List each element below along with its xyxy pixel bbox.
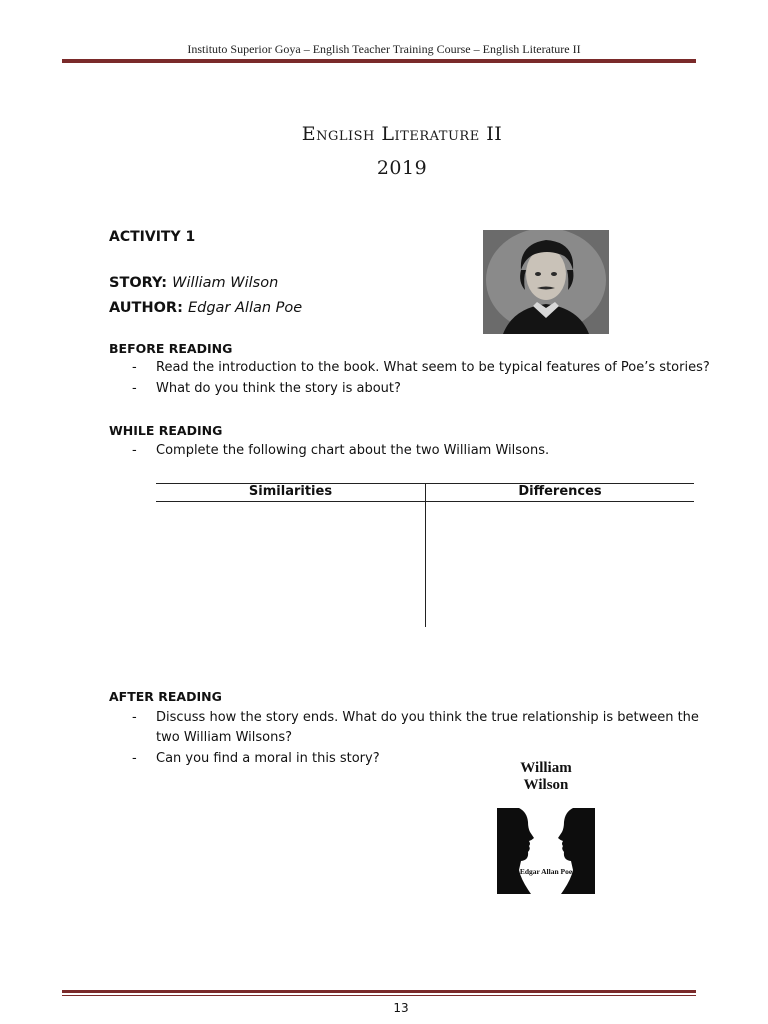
differences-cell[interactable] xyxy=(426,502,694,627)
cover-author: Edgar Allan Poe xyxy=(519,867,573,876)
running-header: Instituto Superior Goya – English Teacher Training Course – English Literature II xyxy=(187,42,581,56)
story-line xyxy=(109,272,278,291)
cover-title-line: William xyxy=(520,760,572,776)
story-label: STORY: xyxy=(109,275,168,291)
footer-rule xyxy=(62,990,696,993)
while-reading-heading: WHILE READING xyxy=(109,423,223,438)
page-number: 13 xyxy=(393,1001,409,1015)
header-rule xyxy=(62,59,696,63)
bullet-dash: - xyxy=(132,710,137,725)
story-value: William Wilson xyxy=(172,275,279,291)
bullet-dash: - xyxy=(132,360,137,375)
after-reading-item: Can you find a moral in this story? xyxy=(156,751,380,766)
while-reading-item: Complete the following chart about the two William Wilsons. xyxy=(156,443,550,458)
cover-title xyxy=(497,760,595,794)
table-header-similarities: Similarities xyxy=(248,484,333,499)
author-value: Edgar Allan Poe xyxy=(187,300,303,316)
before-reading-heading: BEFORE READING xyxy=(109,341,233,356)
before-reading-item: What do you think the story is about? xyxy=(156,381,401,396)
facing-profiles-illustration xyxy=(497,808,595,894)
bullet-dash: - xyxy=(132,443,137,458)
before-reading-item: Read the introduction to the book. What seem to be typical features of Poe’s stories? xyxy=(156,360,710,375)
after-reading-item-continued: two William Wilsons? xyxy=(156,730,293,745)
bullet-dash: - xyxy=(132,751,137,766)
table-header-differences: Differences xyxy=(518,484,602,499)
after-reading-heading: AFTER READING xyxy=(109,689,222,704)
portrait-illustration xyxy=(483,230,609,334)
after-reading-item: Discuss how the story ends. What do you think the true relationship is between the xyxy=(156,710,699,725)
book-cover xyxy=(497,754,595,894)
activity-label: ACTIVITY 1 xyxy=(109,229,196,245)
document-title: English Literature II xyxy=(301,123,503,145)
bullet-dash: - xyxy=(132,381,137,396)
author-portrait xyxy=(483,230,609,334)
author-label: AUTHOR: xyxy=(109,300,183,316)
footer-rule-thin xyxy=(62,995,696,996)
author-line xyxy=(109,297,302,316)
cover-title-line: Wilson xyxy=(523,777,569,793)
similarities-cell[interactable] xyxy=(156,502,425,627)
document-year: 2019 xyxy=(376,157,428,179)
